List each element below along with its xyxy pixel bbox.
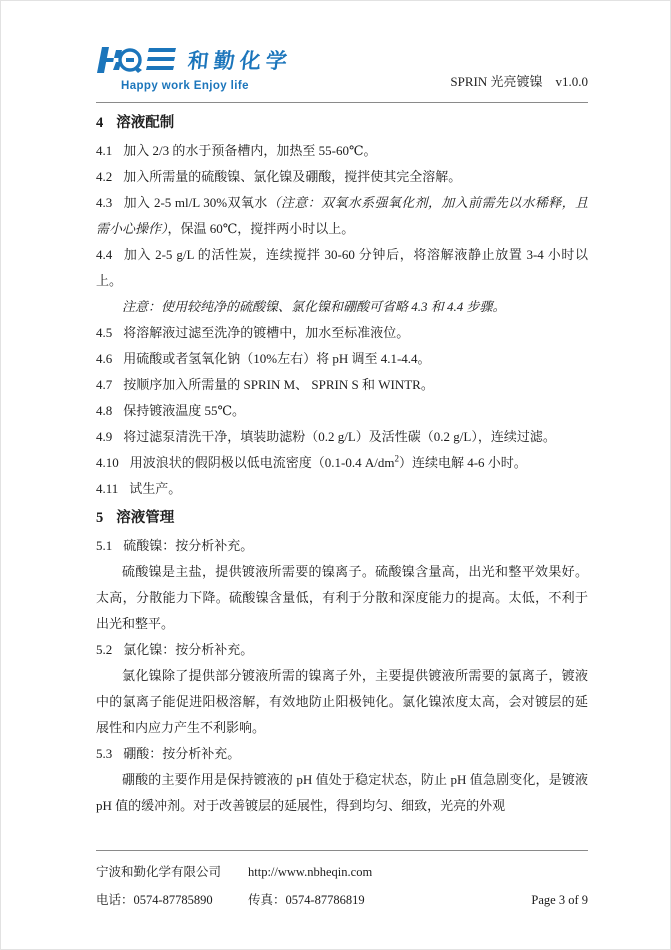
step-item: 4.11 试生产。 <box>96 481 182 496</box>
page-number: Page 3 of 9 <box>531 893 588 907</box>
step-number: 4.8 <box>96 403 113 418</box>
step-item: 4.1 加入 2/3 的水于预备槽内，加热至 55-60℃。 <box>96 143 377 158</box>
step-number: 5.1 <box>96 538 113 553</box>
paragraph: 硼酸的主要作用是保持镀液的 pH 值处于稳定状态，防止 pH 值急剧变化，是镀液 pH 值的缓冲剂。对于改善镀层的延展性，得到均匀、细致，光亮的外观 <box>96 772 588 813</box>
step-item: 4.5 将溶解液过滤至洗净的镀槽中，加水至标准液位。 <box>96 325 410 340</box>
page-header <box>96 45 588 92</box>
paragraph: 硫酸镍是主盐，提供镀液所需要的镍离子。硫酸镍含量高，出光和整平效果好。太高，分散能力下降。硫酸镍含量低，有利于分散和深度能力的提高。太低，不利于出光和整平。 <box>96 564 588 631</box>
step-number: 4.4 <box>96 247 113 262</box>
section-number: 4 <box>96 115 104 131</box>
footer-website: http://www.nbheqin.com <box>248 865 373 879</box>
brand-tagline: Happy work Enjoy life <box>121 80 249 92</box>
step-item: 5.2 氯化镍：按分析补充。 <box>96 642 254 657</box>
section-heading <box>96 110 588 136</box>
step-number: 4.1 <box>96 143 113 158</box>
step-item: 4.9 将过滤泵清洗干净，填装助滤粉（0.2 g/L）及活性碳（0.2 g/L），连续过滤。 <box>96 429 556 444</box>
note-text: 注意：使用较纯净的硫酸镍、氯化镍和硼酸可省略 4.3 和 4.4 步骤。 <box>122 299 506 314</box>
step-number: 4.6 <box>96 351 113 366</box>
step-item: 4.6 用硫酸或者氢氧化钠（10%左右）将 pH 调至 4.1-4.4。 <box>96 351 431 366</box>
step-item: 4.2 加入所需量的硫酸镍、氯化镍及硼酸，搅拌使其完全溶解。 <box>96 169 462 184</box>
step-number: 4.10 <box>96 455 119 470</box>
company-logo <box>96 45 292 92</box>
step-item: 5.3 硼酸：按分析补充。 <box>96 746 241 761</box>
step-item: 4.3 加入 2-5 ml/L 30%双氧水（注意：双氧水系强氧化剂，加入前需先以水稀释，且需小心操作），保温 60℃，搅拌两小时以上。 <box>96 195 588 236</box>
step-number: 4.11 <box>96 481 119 496</box>
footer-phone: 电话：0574-87785890 <box>96 893 213 907</box>
footer-company: 宁波和勤化学有限公司 <box>96 865 222 879</box>
document-title-version: SPRIN 光亮镀镍 v1.0.0 <box>450 74 588 89</box>
brand-name: 和勤化学 <box>186 50 294 73</box>
logo-icon <box>96 46 178 74</box>
page-footer <box>96 850 588 913</box>
section-number: 5 <box>96 510 104 526</box>
step-number: 4.2 <box>96 169 113 184</box>
step-number: 5.3 <box>96 746 113 761</box>
step-item: 5.1 硫酸镍：按分析补充。 <box>96 538 254 553</box>
document-body <box>96 110 588 819</box>
section-title: 溶液管理 <box>116 510 175 526</box>
step-number: 4.9 <box>96 429 113 444</box>
step-item: 4.4 加入 2-5 g/L 的活性炭，连续搅拌 30-60 分钟后，将溶解液静止放置 3-4 小时以上。 <box>96 247 588 288</box>
step-number: 5.2 <box>96 642 113 657</box>
step-item: 4.8 保持镀液温度 55℃。 <box>96 403 246 418</box>
section-heading <box>96 505 588 531</box>
paragraph: 氯化镍除了提供部分镀液所需的镍离子外，主要提供镀液所需要的氯离子，镀液中的氯离子能促进阳极溶解，有效地防止阳极钝化。氯化镍浓度太高，会对镀层的延展性和内应力产生不利影响。 <box>96 668 588 735</box>
step-item: 4.10 用波浪状的假阴极以低电流密度（0.1-0.4 $A/dm^2$）连续电解 4-6 小时。 <box>96 453 527 470</box>
step-number: 4.3 <box>96 195 113 210</box>
section-title: 溶液配制 <box>116 115 175 131</box>
step-item: 4.7 按顺序加入所需量的 SPRIN M、 SPRIN S 和 WINTR。 <box>96 377 434 392</box>
header-divider <box>96 102 588 103</box>
step-number: 4.5 <box>96 325 113 340</box>
footer-fax: 传真：0574-87786819 <box>248 893 365 907</box>
step-number: 4.7 <box>96 377 113 392</box>
